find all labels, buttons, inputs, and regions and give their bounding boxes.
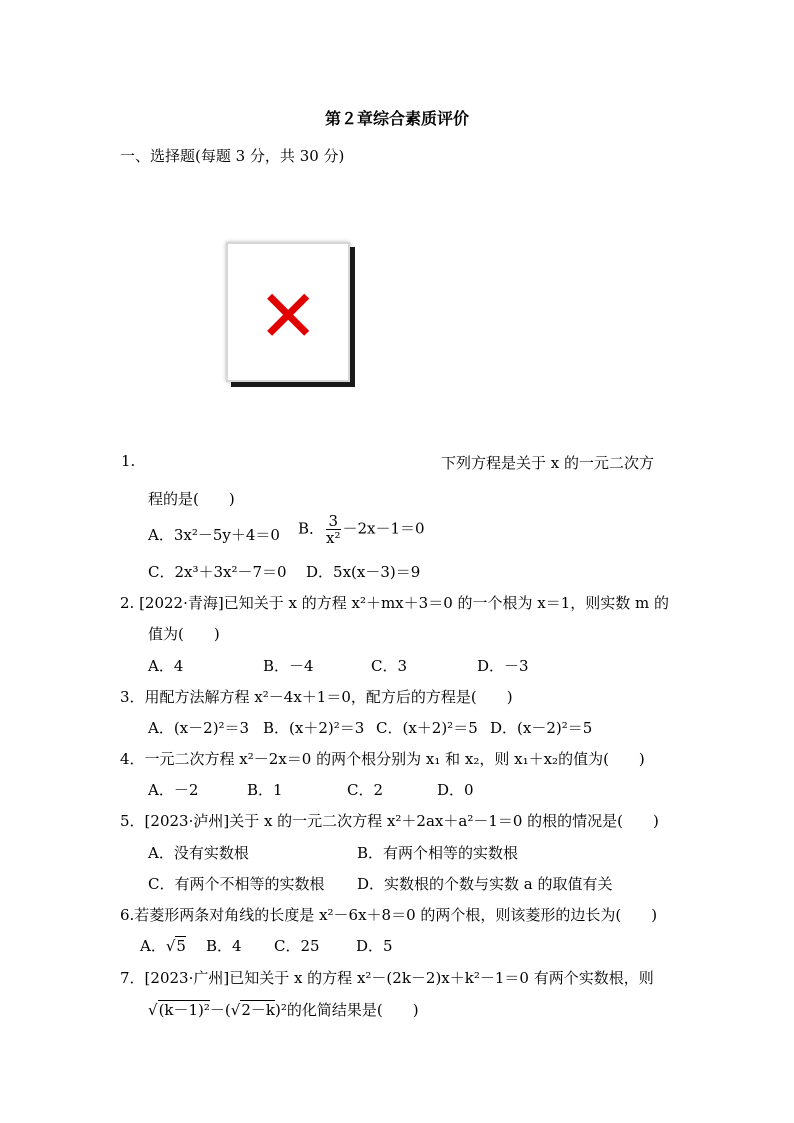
q7-radical-2: 2－k [241,1001,275,1019]
q1-option-b-fraction [326,513,340,546]
broken-image-icon: ✕ [258,274,319,358]
broken-image-frame [226,242,350,382]
q1-stem-cont: 程的是( ) [148,490,235,508]
page-title: 第２章综合素质评价 [324,109,469,128]
q2-option-d: D．－3 [477,657,529,675]
fraction-denominator: x² [326,529,341,547]
q7-expression: √(k－1)²－(√2－k)²的化简结果是( ) [148,1001,419,1019]
q5-option-c: C．有两个不相等的实数根 [148,875,325,893]
q6-option-b: B．4 [206,937,242,955]
q6-option-d: D．5 [356,937,393,955]
q2-option-c: C．3 [371,657,408,675]
q3-option-a: A．(x－2)²＝3 [148,719,250,737]
q3-option-b: B．(x＋2)²＝3 [263,719,365,737]
q4-option-d: D．0 [437,781,474,799]
q7-stem: 7．[2023·广州]已知关于 x 的方程 x²－(2k－2)x＋k²－1＝0 有两个实数根，则 [120,969,654,987]
fraction-numerator: 3 [326,513,340,530]
q7-radical-1: (k－1)² [158,1001,210,1019]
q1-option-b-label: B． [298,519,325,538]
q4-stem: 4．一元二次方程 x²－2x＝0 的两个根分别为 x₁ 和 x₂，则 x₁＋x₂的值为( ) [120,750,645,768]
q3-option-d: D．(x－2)²＝5 [490,719,593,737]
q5-option-a: A．没有实数根 [148,844,249,862]
q6-option-a-label: A． [140,937,166,955]
q5-stem: 5．[2023·泸州]关于 x 的一元二次方程 x²＋2ax＋a²－1＝0 的根的情况是( ) [120,812,659,830]
q1-stem: 下列方程是关于 x 的一元二次方 [441,454,654,472]
q3-option-c: C．(x＋2)²＝5 [376,719,478,737]
q6-option-c: C．25 [274,937,320,955]
q2-stem: 2. [2022·青海]已知关于 x 的方程 x²＋mx＋3＝0 的一个根为 x＝1，则实数 m 的 [120,594,670,612]
q1-option-a: A．3x²－5y＋4＝0 [148,526,280,544]
q4-option-c: C．2 [347,781,384,799]
q1-option-c: C．2x³＋3x²－7＝0 [148,563,287,581]
q5-option-b: B．有两个相等的实数根 [357,844,519,862]
q5-option-d: D．实数根的个数与实数 a 的取值有关 [357,875,613,893]
section-heading: 一、选择题(每题 3 分，共 30 分) [120,147,345,165]
q2-stem-cont: 值为( ) [148,625,220,643]
q3-stem: 3．用配方法解方程 x²－4x＋1＝0，配方后的方程是( ) [120,688,513,706]
q7-stem-cont: )²的化简结果是( ) [274,1001,419,1019]
q4-option-b: B．1 [247,781,283,799]
broken-image [226,242,352,384]
q7-minus-paren: －( [209,1001,231,1019]
q2-option-a: A．4 [148,657,184,675]
q4-option-a: A．－2 [148,781,199,799]
q1-number: 1. [121,452,136,470]
q2-option-b: B．－4 [263,657,314,675]
q1-option-d: D．5x(x－3)＝9 [306,563,421,581]
q6-stem: 6.若菱形两条对角线的长度是 x²－6x＋8＝0 的两个根，则该菱形的边长为( ) [120,906,658,924]
q6-option-a: A．√5 [140,937,186,955]
q6-option-a-radicand: 5 [176,937,186,955]
q1-option-b [298,513,425,546]
q1-option-b-rest: －2x－1＝0 [342,519,425,538]
